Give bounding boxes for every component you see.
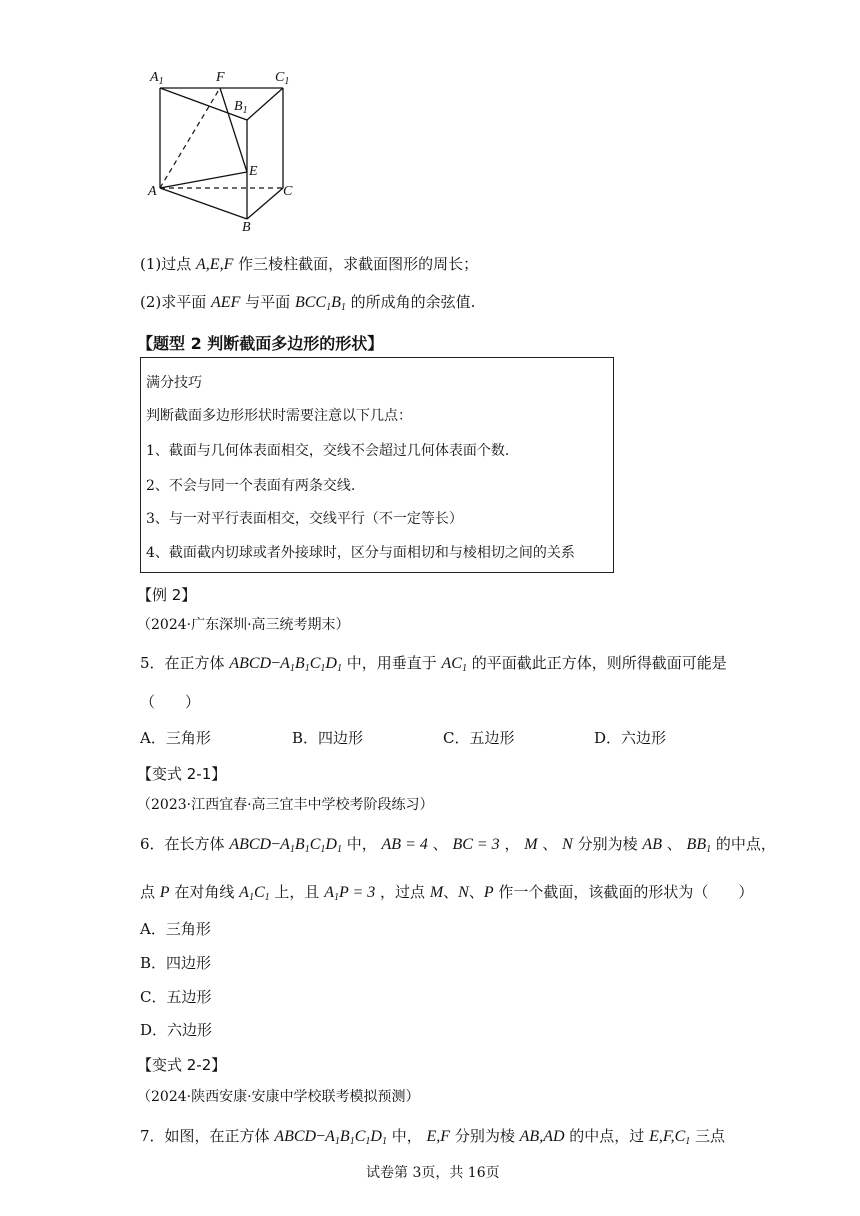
- variant-2-2-source: （2024·陕西安康·安康中学校联考模拟预测）: [137, 1089, 420, 1105]
- q6-option-b[interactable]: B．四边形: [140, 954, 212, 972]
- tips-item-1: 1、截面与几何体表面相交，交线不会超过几何体表面个数.: [146, 443, 510, 459]
- page-footer: 试卷第 3页，共 16页: [366, 1165, 500, 1181]
- q6-line2: 点 P 在对角线 $A_1C_1$ 上，且 $A_1P = 3$ ，过点 M、N、P 作一个截面，该截面的形状为（ ）: [140, 883, 754, 903]
- variant-2-2-tag: 【变式 2-2】: [137, 1056, 227, 1074]
- tips-title: 满分技巧: [146, 375, 202, 391]
- label-c: C: [283, 184, 293, 199]
- label-c1: $C_1$: [275, 70, 290, 87]
- prism-figure: [140, 62, 310, 242]
- q5-option-c[interactable]: C．五边形: [443, 729, 515, 747]
- q5-option-b[interactable]: B．四边形: [292, 729, 364, 747]
- q4-part1: (1)过点 A,E,F 作三棱柱截面，求截面图形的周长；: [140, 255, 479, 273]
- example-source: （2024·广东深圳·高三统考期末）: [137, 617, 350, 633]
- section-title: 【题型 2 判断截面多边形的形状】: [137, 334, 384, 353]
- tips-item-3: 3、与一对平行表面相交，交线平行（不一定等长）: [146, 511, 463, 527]
- q6-option-d[interactable]: D．六边形: [140, 1021, 213, 1039]
- q5-option-a[interactable]: A．三角形: [140, 729, 211, 747]
- tips-box: [140, 357, 614, 573]
- q5-option-d[interactable]: D．六边形: [594, 729, 667, 747]
- variant-2-1-source: （2023·江西宜春·高三宜丰中学校考阶段练习）: [137, 797, 434, 813]
- label-e: E: [249, 164, 258, 179]
- tips-item-2: 2、不会与同一个表面有两条交线.: [146, 478, 356, 494]
- label-f: F: [216, 70, 225, 85]
- q6-line1: 6．在长方体 $ABCD-A_1B_1C_1D_1$ 中， AB = 4 、 BC = 3 ， M 、 N 分别为棱 AB 、 $BB_1$ 的中点，: [140, 835, 776, 855]
- label-b1: $B_1$: [234, 99, 248, 116]
- q5-stem: 5．在正方体 $ABCD-A_1B_1C_1D_1$ 中，用垂直于 $AC_1$ 的平面截此正方体，则所得截面可能是: [140, 654, 727, 674]
- label-a: A: [148, 184, 157, 199]
- q7-stem: 7．如图，在正方体 $ABCD-A_1B_1C_1D_1$ 中， E,F 分别为棱 AB,AD 的中点，过 $E,F,C_1$ 三点: [140, 1127, 726, 1147]
- example-tag: 【例 2】: [137, 586, 197, 604]
- tips-item-4: 4、截面截内切球或者外接球时，区分与面相切和与棱相切之间的关系: [146, 545, 575, 561]
- q6-option-c[interactable]: C．五边形: [140, 988, 212, 1006]
- variant-2-1-tag: 【变式 2-1】: [137, 765, 227, 783]
- q6-option-a[interactable]: A．三角形: [140, 920, 211, 938]
- label-a1: $A_1$: [150, 70, 164, 87]
- q5-paren: （ ）: [140, 693, 201, 711]
- q4-part2: (2)求平面 AEF 与平面 $BCC_1B_1$ 的所成角的余弦值.: [140, 293, 476, 313]
- label-b: B: [242, 220, 251, 235]
- tips-intro: 判断截面多边形形状时需要注意以下几点：: [146, 408, 412, 424]
